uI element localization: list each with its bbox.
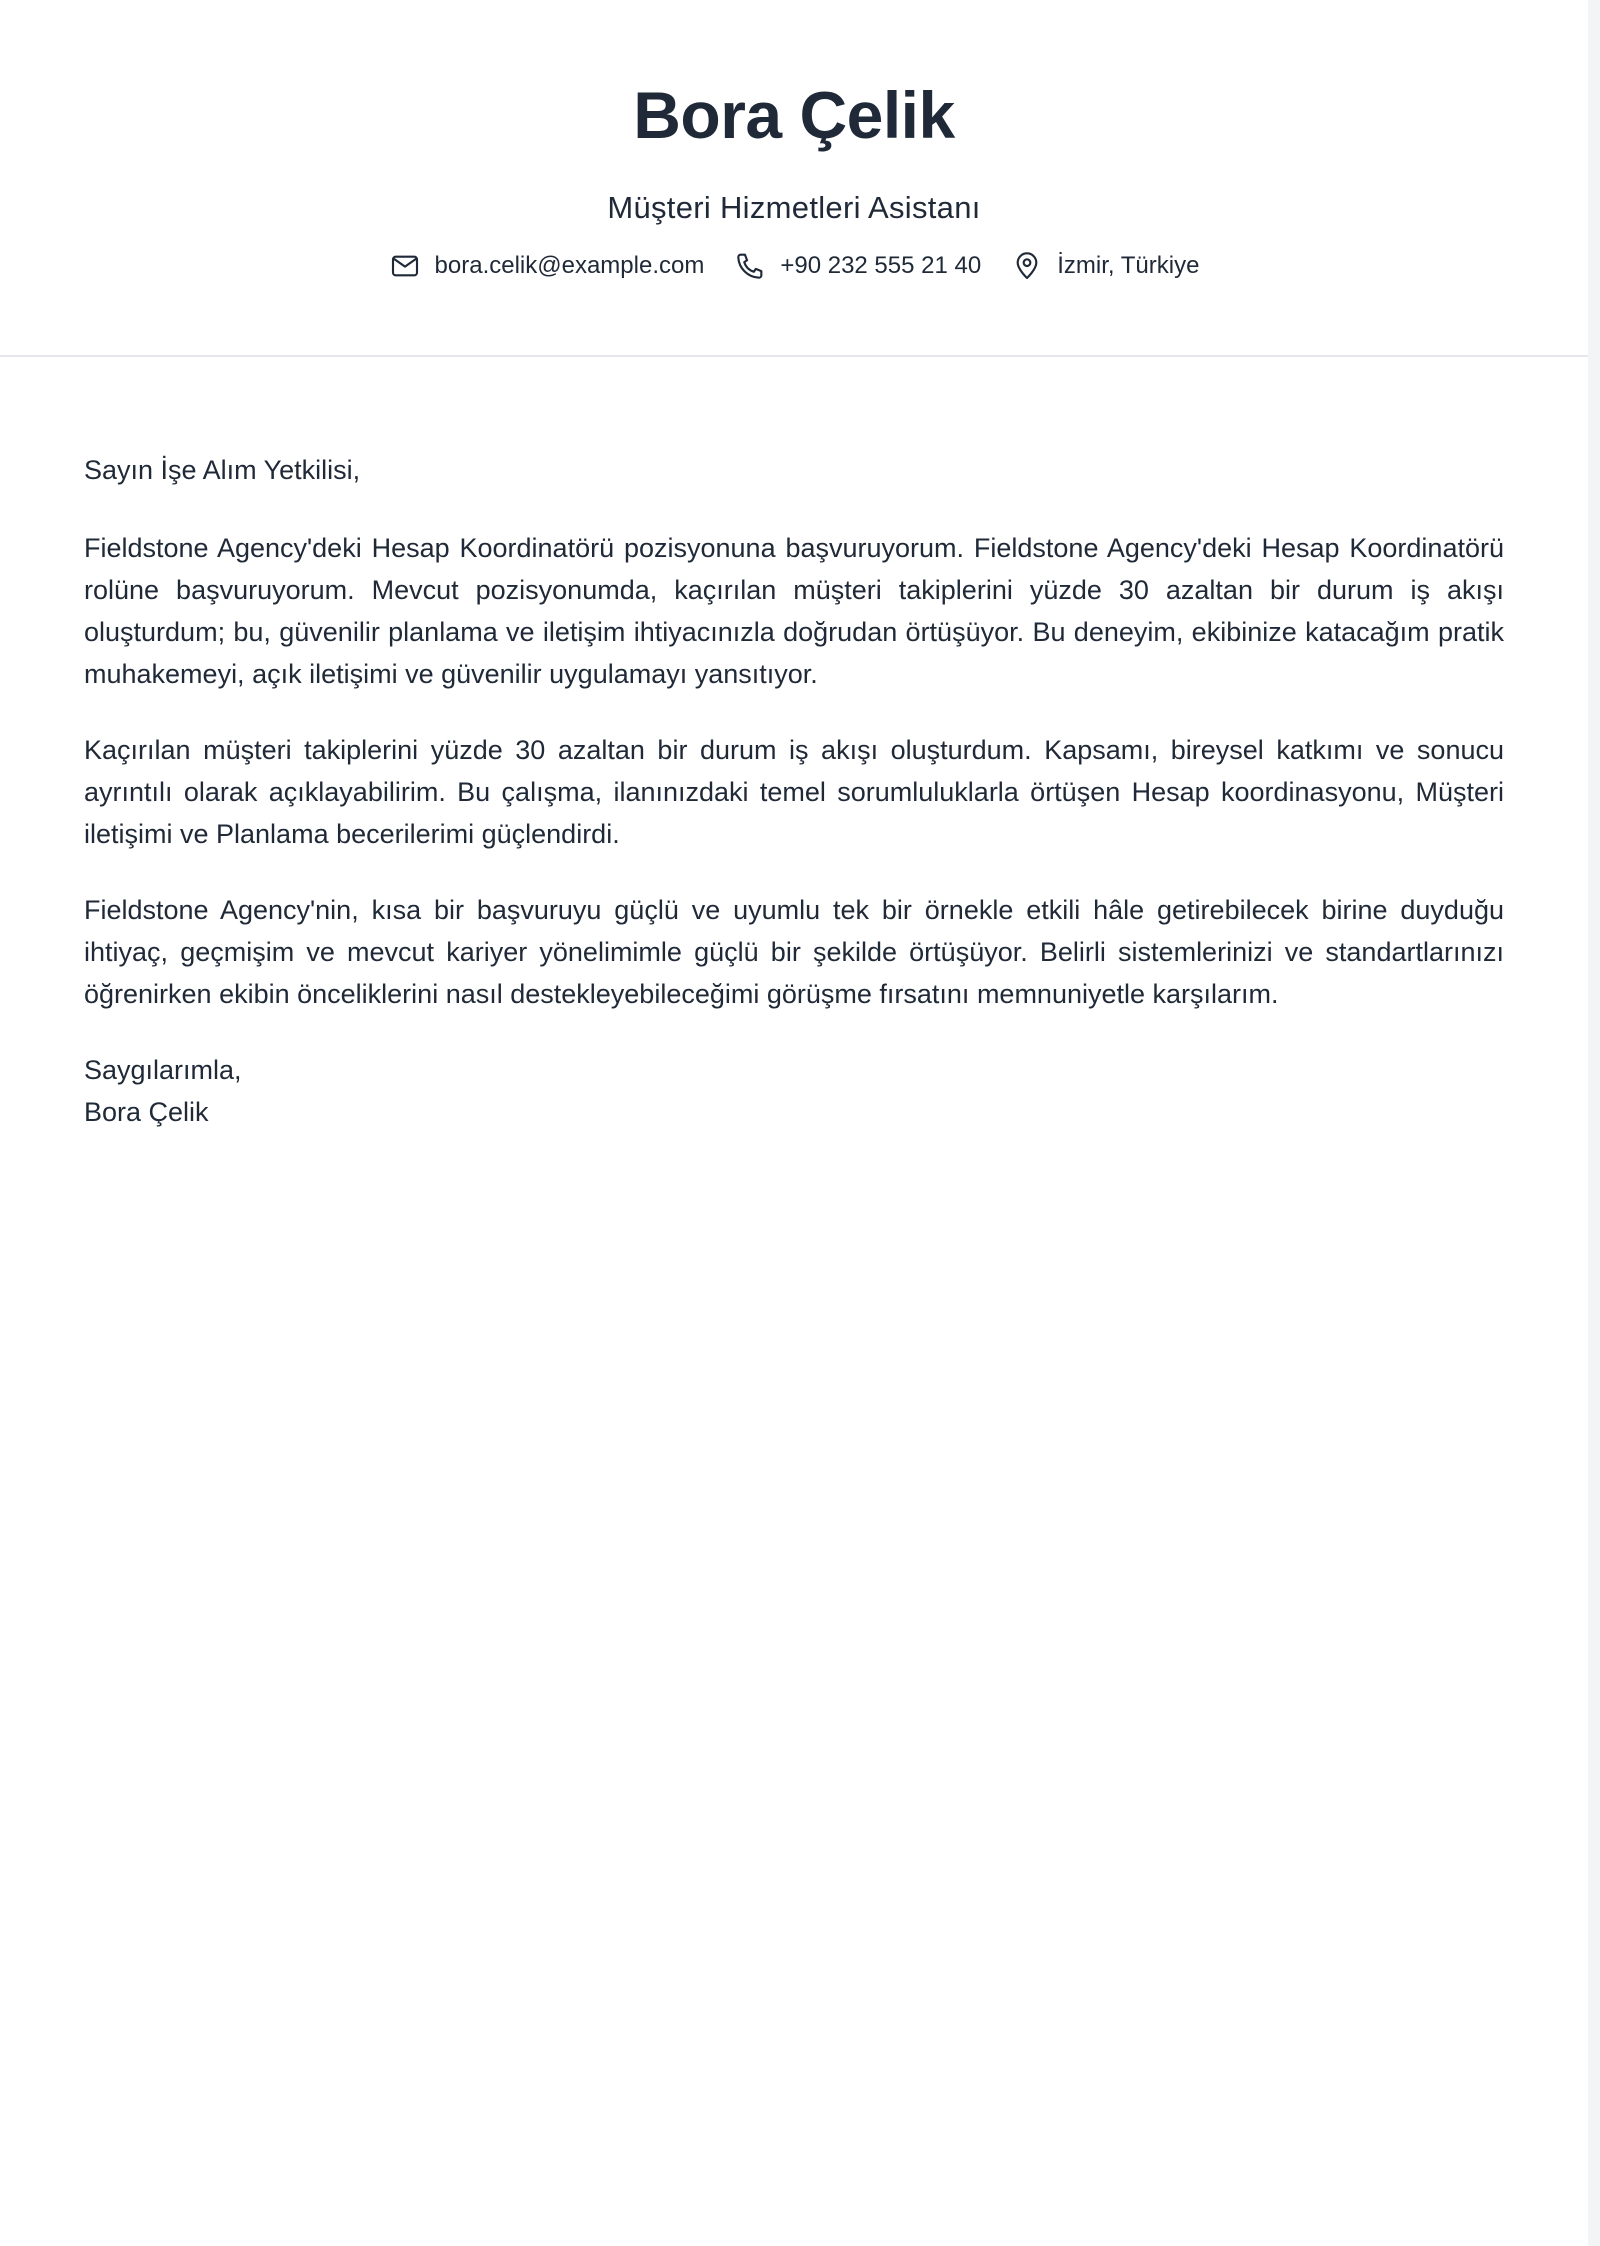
signature: Bora Çelik (84, 1097, 209, 1127)
applicant-name: Bora Çelik (633, 78, 955, 152)
phone-text[interactable]: +90 232 555 21 40 (780, 252, 982, 279)
contact-phone[interactable] (734, 250, 981, 282)
salutation: Sayın İşe Alım Yetkilisi, (84, 455, 361, 485)
letter-header (0, 0, 1588, 357)
letter-closing (84, 1049, 1504, 1133)
paragraph-2: Kaçırılan müşteri takiplerini yüzde 30 azaltan bir durum iş akışı oluşturdum. Kapsamı, bireysel katkımı ve sonucu ayrıntılı olarak açıklayabilirim. Bu çalışma, ilanınızdaki temel sorumluluklarla örtüşen Hesap koordinasyonu, Müşteri iletişimi ve Planlama becerilerimi güçlendirdi. (84, 735, 1504, 849)
paragraph-3: Fieldstone Agency'nin, kısa bir başvuruyu güçlü ve uyumlu tek bir örnekle etkili hâle getirebilecek birine duyduğu ihtiyaç, geçmişim ve mevcut kariyer yönelimimle güçlü bir şekilde örtüşüyor. Belirli sistemlerinizi ve standartlarınızı öğrenirken ekibin önceliklerini nasıl destekleyebileceğimi görüşme fırsatını memnuniyetle karşılarım. (84, 895, 1504, 1009)
contact-info (0, 250, 1588, 282)
phone-icon (734, 250, 766, 282)
letter-body (0, 357, 1588, 1133)
applicant-title: Müşteri Hizmetleri Asistanı (607, 190, 981, 225)
location-text: İzmir, Türkiye (1057, 252, 1200, 279)
email-text[interactable]: bora.celik@example.com (434, 252, 705, 279)
map-pin-icon (1011, 250, 1043, 282)
contact-location (1011, 250, 1199, 282)
closing-phrase: Saygılarımla, (84, 1055, 242, 1085)
paragraph-1: Fieldstone Agency'deki Hesap Koordinatörü pozisyonuna başvuruyorum. Fieldstone Agency'deki Hesap Koordinatörü rolüne başvuruyorum. Mevcut pozisyonumda, kaçırılan müşteri takiplerini yüzde 30 azaltan bir durum iş akışı oluşturdum; bu, güvenilir planlama ve iletişim ihtiyacınızla doğrudan örtüşüyor. Bu deneyim, ekibinize katacağım pratik muhakemeyi, açık iletişimi ve güvenilir uygulamayı yansıtıyor. (84, 533, 1504, 689)
envelope-icon (389, 250, 421, 282)
contact-email[interactable] (389, 250, 705, 282)
